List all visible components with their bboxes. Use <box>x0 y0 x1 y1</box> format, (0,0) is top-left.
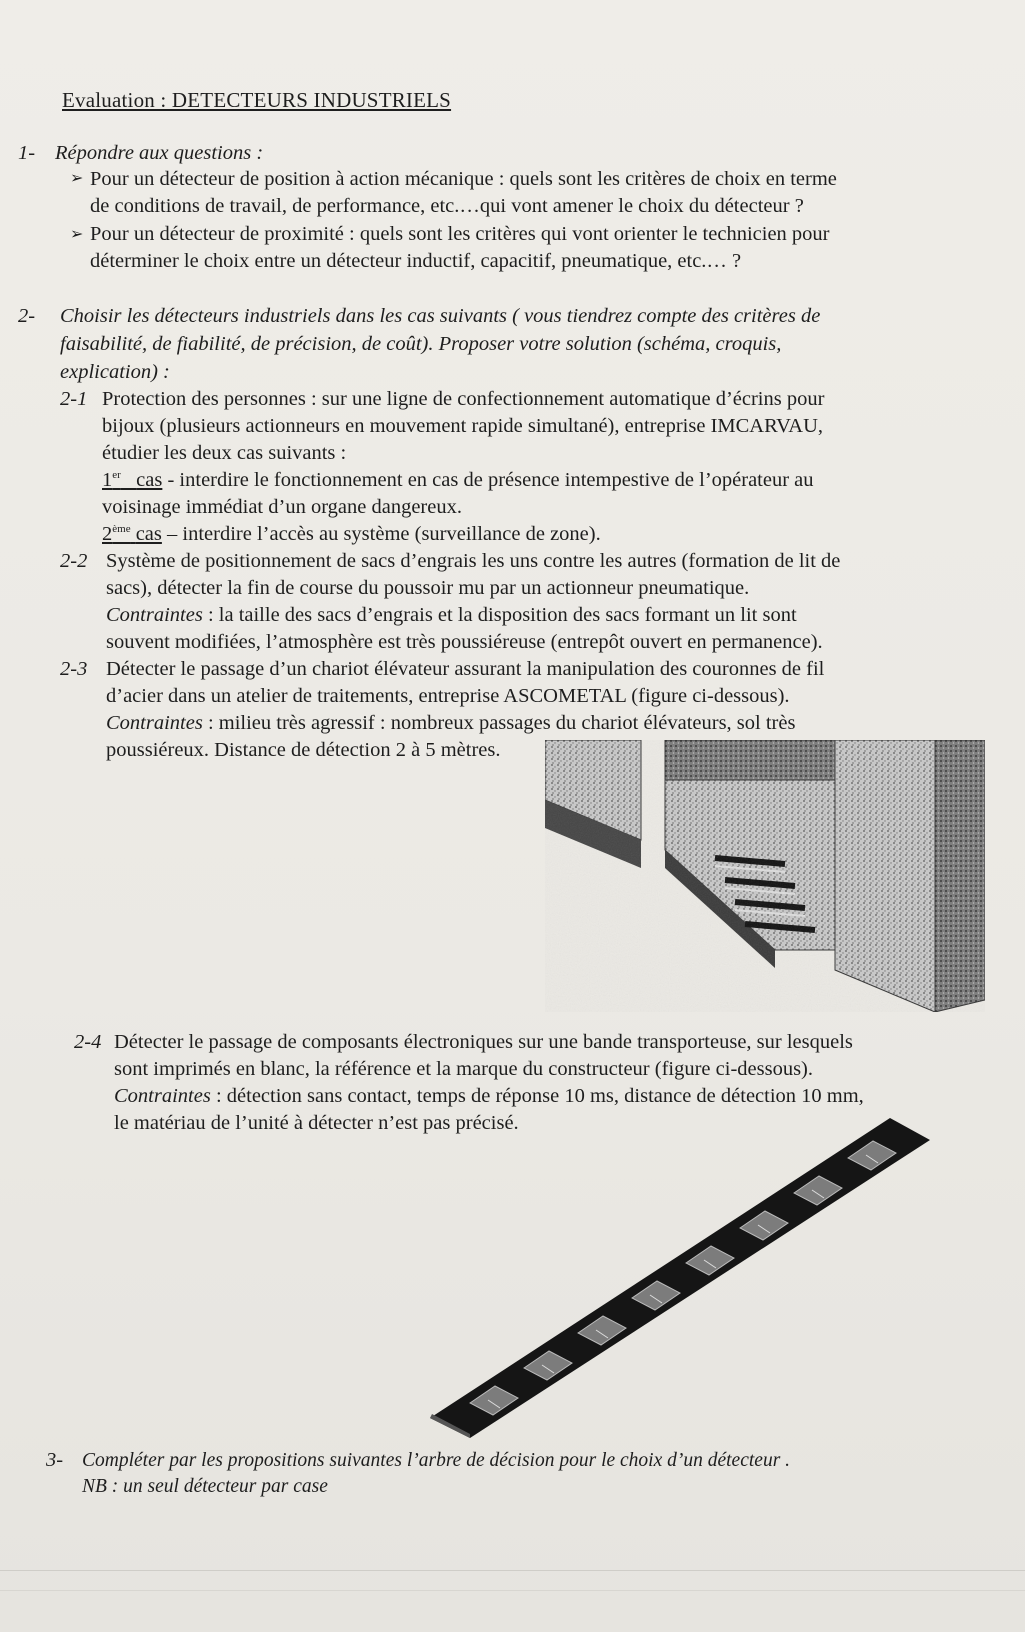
case-1-ordinal: 1er cas <box>102 469 163 491</box>
item-2-4-constraints-line-2: le matériau de l’unité à détecter n’est pas précisé. <box>114 1112 519 1134</box>
forklift-passage-figure <box>545 740 985 1012</box>
item-2-4-line-2: sont imprimés en blanc, la référence et la marque du constructeur (figure ci-dessous). <box>114 1058 814 1080</box>
item-2-3-constraints-line-2: poussiéreux. Distance de détection 2 à 5 mètres. <box>106 739 501 761</box>
item-2-1-line-3: étudier les deux cas suivants : <box>102 442 347 464</box>
item-2-4-number: 2-4 <box>74 1031 102 1053</box>
item-2-4-line-1: Détecter le passage de composants électroniques sur une bande transporteuse, sur lesquels <box>114 1031 853 1053</box>
item-2-3-line-2: d’acier dans un atelier de traitements, entreprise ASCOMETAL (figure ci-dessous). <box>106 685 790 707</box>
constraints-label: Contraintes <box>106 604 203 626</box>
item-2-3-line-1: Détecter le passage d’un chariot élévateur assurant la manipulation des couronnes de fil <box>106 658 825 680</box>
constraints-label: Contraintes <box>114 1085 211 1107</box>
conveyor-belt-figure <box>430 1118 935 1438</box>
item-2-3-constraints-line-1: Contraintes : milieu très agressif : nombreux passages du chariot élévateurs, sol très <box>106 712 796 734</box>
case-1-text: - interdire le fonctionnement en cas de présence intempestive de l’opérateur au <box>162 469 814 491</box>
arrow-bullet-icon: ➢ <box>70 226 84 243</box>
section-1-heading: Répondre aux questions : <box>55 142 264 164</box>
case-2-text: – interdire l’accès au système (surveillance de zone). <box>161 523 601 545</box>
item-2-1-number: 2-1 <box>60 388 88 410</box>
item-2-2-line-1: Système de positionnement de sacs d’engrais les uns contre les autres (formation de lit de <box>106 550 841 572</box>
section-2-heading-line-2: faisabilité, de fiabilité, de précision, de coût). Proposer votre solution (schéma, croquis, <box>60 333 782 355</box>
section-3-line-2: NB : un seul détecteur par case <box>82 1476 328 1497</box>
case-1-line-1 <box>102 467 814 494</box>
section-1-question-2-line-1: Pour un détecteur de proximité : quels sont les critères qui vont orienter le technicien pour <box>90 223 830 245</box>
section-1-question-2-line-2: déterminer le choix entre un détecteur inductif, capacitif, pneumatique, etc.… ? <box>90 250 742 272</box>
item-2-1-line-1: Protection des personnes : sur une ligne de confectionnement automatique d’écrins pour <box>102 388 825 410</box>
item-2-4-constraints-line-1: Contraintes : détection sans contact, temps de réponse 10 ms, distance de détection 10 mm, <box>114 1085 864 1107</box>
document-title: Evaluation : DETECTEURS INDUSTRIELS <box>62 88 452 112</box>
case-1-line-2: voisinage immédiat d’un organe dangereux. <box>102 496 462 518</box>
conveyor-belt <box>430 1118 930 1438</box>
item-2-2-constraints-line-2: souvent modifiées, l’atmosphère est très poussiéreuse (entrepôt ouvert en permanence). <box>106 631 823 653</box>
figure-grain <box>545 740 985 1012</box>
section-3-number: 3- <box>46 1449 64 1471</box>
paper-edge-line <box>0 1570 1025 1571</box>
section-1-number: 1- <box>18 142 36 164</box>
item-2-2-line-2: sacs), détecter la fin de course du poussoir mu par un actionneur pneumatique. <box>106 577 750 599</box>
section-3-line-1: Compléter par les propositions suivantes l’arbre de décision pour le choix d’un détecteur . <box>82 1450 791 1471</box>
section-2-number: 2- <box>18 305 36 327</box>
arrow-bullet-icon: ➢ <box>70 170 84 187</box>
section-2-heading-line-1: Choisir les détecteurs industriels dans les cas suivants ( vous tiendrez compte des critères de <box>60 305 821 327</box>
item-2-2-constraints-line-1: Contraintes : la taille des sacs d’engrais et la disposition des sacs formant un lit sont <box>106 604 797 626</box>
constraints-label: Contraintes <box>106 712 203 734</box>
section-1-question-1-line-2: de conditions de travail, de performance, etc.…qui vont amener le choix du détecteur ? <box>90 195 804 217</box>
item-2-2-number: 2-2 <box>60 550 88 572</box>
item-2-1-line-2: bijoux (plusieurs actionneurs en mouvement rapide simultané), entreprise IMCARVAU, <box>102 415 824 437</box>
section-2-heading-line-3: explication) : <box>60 361 170 383</box>
item-2-3-number: 2-3 <box>60 658 88 680</box>
section-1-question-1-line-1: Pour un détecteur de position à action mécanique : quels sont les critères de choix en terme <box>90 168 837 190</box>
case-2-ordinal: 2ème cas <box>102 523 162 545</box>
paper-edge-line <box>0 1590 1025 1591</box>
case-2-line <box>102 521 601 548</box>
